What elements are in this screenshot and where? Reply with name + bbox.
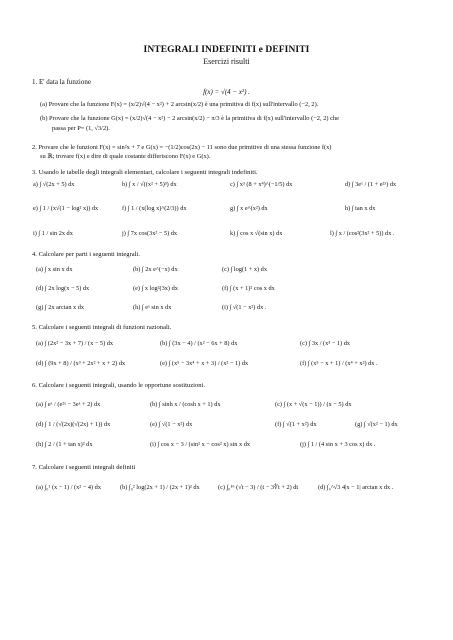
exercise-7b: (b) ∫₀² log(2x + 1) / (2x + 1)² dx [120, 484, 200, 491]
exercise-3e: e) ∫ 1 / (x√(1 − log² x)) dx [33, 205, 99, 212]
exercise-5b: (b) ∫ (3x − 4) / (x² − 6x + 8) dx [160, 340, 238, 347]
exercise-4i: (i) ∫ √(1 − x²) dx . [222, 304, 267, 311]
exercise-4f: (f) ∫ (x + 1)² cos x dx [222, 285, 275, 292]
exercise-5f: (f) ∫ (x⁵ − x + 1) / (x⁴ + x²) dx . [300, 360, 378, 367]
exercise-6i: (i) ∫ cos x − 3 / (sin² x − cos² x) sin x dx [150, 441, 251, 448]
exercise-5d: (d) ∫ (9x + 8) / (x³ + 2x² + x + 2) dx [36, 360, 126, 367]
exercise-3a: a) ∫ √(2x + 5) dx [33, 181, 75, 188]
exercise-3b: b) ∫ x / √((x² + 5)³) dx [122, 181, 177, 188]
exercise-4d: (d) ∫ 2x log(x − 5) dx [36, 285, 90, 292]
exercise-6b: (b) ∫ sinh x / (cosh x + 1) dx [150, 401, 221, 408]
exercise-4-intro: 4. Calcolare per parti i seguenti integrali. [32, 251, 141, 258]
exercise-6h: (h) ∫ 2 / (1 + tan x)² dx [36, 441, 93, 448]
exercise-1-intro: 1. E' data la funzione [32, 78, 91, 86]
exercise-6g: (g) ∫ √(x² − 1) dx [355, 421, 398, 428]
exercise-5c: (c) ∫ 3x / (x³ − 1) dx [300, 340, 351, 347]
exercise-4h: (h) ∫ eˣ sin x dx [133, 304, 172, 311]
exercise-3f: f) ∫ 1 / (x(log x)^(2/3)) dx [122, 205, 187, 212]
exercise-7d: (d) ∫₀^√3 4|x − 1| arctan x dx . [318, 484, 394, 491]
exercise-3-intro: 3. Usando le tabelle degli integrali elementari, calcolare i seguenti integrali indefiniti. [32, 169, 258, 176]
exercise-4e: (e) ∫ x log²(3x) dx [133, 285, 178, 292]
exercise-6c: (c) ∫ (x + √(x − 1)) / (x − 5) dx [275, 401, 352, 408]
exercise-1-function: f(x) = √(4 − x²) . [203, 88, 250, 96]
exercise-4a: (a) ∫ x sin x dx [36, 266, 73, 273]
exercise-3h: h) ∫ tan x dx [345, 205, 376, 212]
exercise-6-intro: 6. Calcolare i seguenti integrali, usando le opportune sostituzioni. [32, 382, 206, 389]
exercise-6a: (a) ∫ eˣ / (e²ˣ − 3eˣ + 2) dx [36, 401, 101, 408]
exercise-3c: c) ∫ x³ (8 + x⁴)^(−1/5) dx [230, 181, 293, 188]
exercise-6e: (e) ∫ √(1 − x²) dx [150, 421, 193, 428]
exercise-5e: (e) ∫ (x⁵ − 3x⁴ + x + 3) / (x² − 1) dx [160, 360, 249, 367]
exercise-1b-line2: passa per P= (1, √3/2). [52, 125, 110, 132]
exercise-3l: l) ∫ x / (cos²(3x² + 5)) dx . [330, 230, 395, 237]
exercise-7-intro: 7. Calcolare i seguenti integrali definiti [32, 464, 136, 471]
exercise-6d: (d) ∫ 1 / (√(2x)(√(2x) + 1)) dx [36, 421, 111, 428]
exercise-3k: k) ∫ cos x √(sin x) dx [230, 230, 283, 237]
exercise-6f: (f) ∫ √(1 + x²) dx [275, 421, 317, 428]
exercise-2-line1: 2. Provare che le funzioni F(x) = sin²x + 7 e G(x) = −(1/2)cos(2x) − 11 sono due primitive di una stessa funzione f(x) [32, 144, 332, 151]
exercise-7c: (c) ∫₀¹⁶ (√t − 3) / (t − 3∜t + 2) dt [218, 484, 299, 491]
exercise-3d: d) ∫ 3eˣ / (1 + e²ˣ) dx [345, 181, 397, 188]
exercise-5a: (a) ∫ (2x² − 3x + 7) / (x − 5) dx [36, 340, 114, 347]
exercise-4c: (c) ∫ log(1 + x) dx [222, 266, 267, 273]
exercise-7a: (a) ∫₀¹ (x − 1) / (x² − 4) dx [36, 484, 101, 491]
exercise-1a: (a) Provare che la funzione F(x) = (x/2)√(4 − x²) + 2 arcsin(x/2) è una primitiva di f(x) sull'intervallo (−2, 2). [40, 101, 319, 108]
exercise-4b: (b) ∫ 2x e^(−x) dx [133, 266, 178, 273]
exercise-1b-line1: (b) Provare che la funzione G(x) = (x/2)√(4 − x²) − 2 arcsin(x/2) − π/3 è la primitiva di f(x) sull'intervallo (−2, 2) che [40, 115, 339, 122]
exercise-3i: i) ∫ 1 / sin 2x dx [33, 230, 73, 237]
exercise-4g: (g) ∫ 2x arctan x dx [36, 304, 85, 311]
page-title: INTEGRALI INDEFINITI e DEFINITI [143, 45, 310, 55]
exercise-5-intro: 5. Calcolare i seguenti integrali di funzioni razionali. [32, 324, 172, 331]
exercise-2-line2: su ℝ; trovare f(x) e dire di quale costante differiscono F(x) e G(x). [40, 153, 211, 160]
exercise-3g: g) ∫ x e^(x²) dx [230, 205, 268, 212]
exercise-3j: j) ∫ 7x cos(3x² − 5) dx [122, 230, 178, 237]
page-subtitle: Esercizi risulti [203, 57, 250, 66]
exercise-6j: (j) ∫ 1 / (4 sin x + 3 cos x) dx . [300, 441, 376, 448]
